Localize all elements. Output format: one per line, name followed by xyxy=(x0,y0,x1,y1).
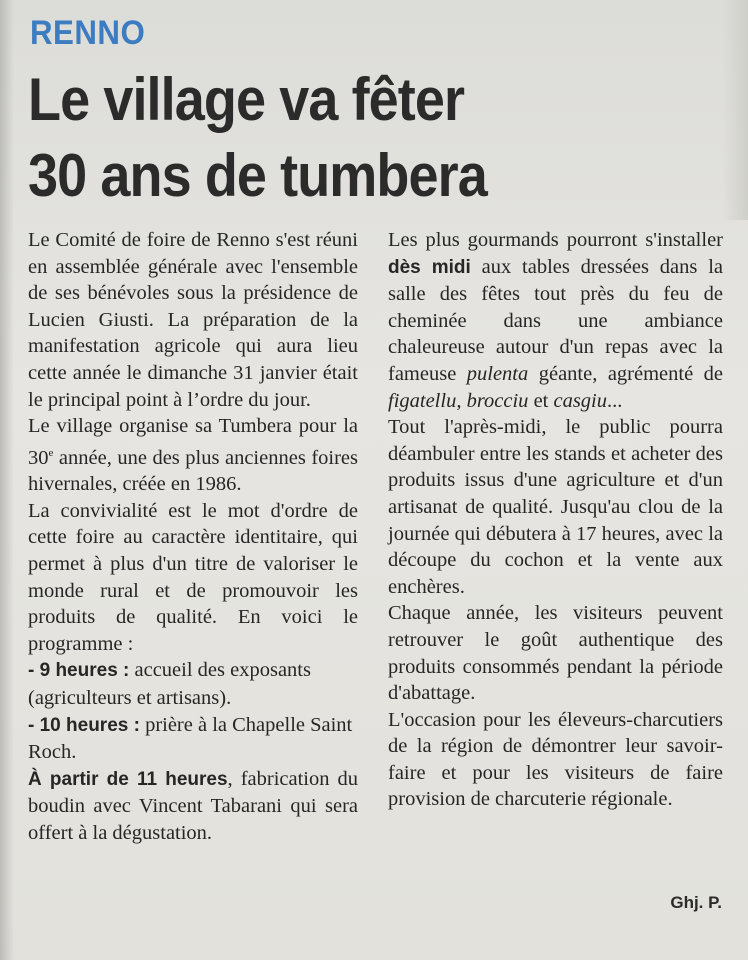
paragraph-occasion: L'occasion pour les éleveurs-charcutiers de la région de démontrer leur savoir-faire et pour les visiteurs de faire provision de charcuterie régionale. xyxy=(388,708,723,811)
paragraph-lunch xyxy=(388,227,723,414)
lunch-text-e: ... xyxy=(607,389,623,412)
lunch-text-d: et xyxy=(528,389,554,412)
program-item-9h xyxy=(28,657,358,711)
program-text-10h: prière à la Chapelle Saint Roch. xyxy=(28,713,353,764)
paragraph-conviviality: La convivialité est le mot d'ordre de cette foire au caractère identitaire, qui permet à plus d'un titre de valoriser le monde rural et de promouvoir les produits de qualité. En voici le programme : xyxy=(28,499,358,655)
headline-line-2: 30 ans de tumbera xyxy=(28,142,487,209)
paragraph-tumbera-text-b: année, une des plus anciennes foires hivernales, créée en 1986. xyxy=(28,446,358,496)
paragraph-afternoon: Tout l'après-midi, le public pourra déambuler entre les stands et acheter des produits issus d'une agriculture et d'un artisanat de qualité. Jusqu'au clou de la journée qui débutera à 17 heures, avec la découpe du cochon et la vente aux enchères. xyxy=(388,416,723,598)
lunch-text-a: Les plus gourmands pourront s'installer xyxy=(388,229,723,251)
program-text-9h: accueil des exposants (agriculteurs et artisans). xyxy=(28,659,311,709)
page-edge-shadow xyxy=(0,0,14,960)
paragraph-tumbera xyxy=(28,413,358,498)
paragraph-tumbera-text-a: Le village organise sa Tumbera pour la 30 xyxy=(28,415,358,469)
headline xyxy=(28,62,487,214)
dish-figatellu-brocciu: figatellu, brocciu xyxy=(388,389,529,412)
lunch-text-c: géante, agrémenté de xyxy=(528,362,723,385)
lunch-time-bold: dès midi xyxy=(388,256,471,278)
program-item-10h xyxy=(28,712,358,766)
program-time-9h: - 9 heures : xyxy=(28,660,130,682)
dish-casgiu: casgiu xyxy=(553,389,608,412)
left-column xyxy=(28,227,358,846)
program-time-11h: À partir de 11 heures xyxy=(28,768,228,790)
right-column xyxy=(388,227,723,813)
author-signature: Ghj. P. xyxy=(670,893,722,912)
paragraph-visitors: Chaque année, les visiteurs peuvent retrouver le goût authentique des produits consommés pendant la période d'abattage. xyxy=(388,602,723,705)
ordinal-superscript: e xyxy=(48,446,54,459)
dish-pulenta: pulenta xyxy=(466,362,529,385)
paragraph-intro: Le Comité de foire de Renno s'est réuni en assemblée générale avec l'ensemble de ses bénévoles sous la présidence de Lucien Giusti. La préparation de la manifestation agricole qui aura lieu cette année le dimanche 31 janvier était le principal point à l’ordre du jour. xyxy=(28,229,358,411)
section-kicker: RENNO xyxy=(30,14,146,52)
program-time-10h: - 10 heures : xyxy=(28,714,140,736)
lunch-text-b: aux tables dressées dans la salle des fêtes tout près du feu de cheminée dans une ambiance chaleureuse autour d'un repas avec la fameuse xyxy=(388,255,724,385)
adjacent-column-edge xyxy=(722,0,748,220)
program-item-11h xyxy=(28,766,358,847)
program-text-11h: , fabrication du boudin avec Vincent Tabarani qui sera offert à la dégustation. xyxy=(28,767,358,844)
headline-line-1: Le village va fêter xyxy=(28,66,465,133)
